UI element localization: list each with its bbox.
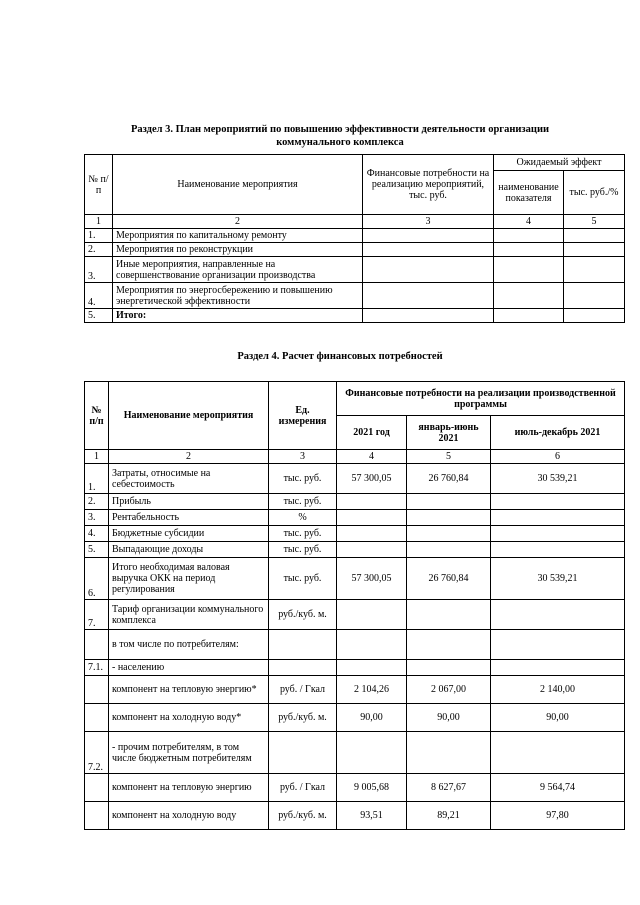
- row-h1: [407, 510, 491, 526]
- table-row: [85, 774, 625, 802]
- row-cell: [564, 243, 625, 257]
- finance-colnum: 5: [407, 450, 491, 464]
- row-unit: руб./куб. м.: [269, 600, 337, 630]
- row-name: Мероприятия по капитальному ремонту: [113, 229, 363, 243]
- row-num: 4.: [85, 283, 113, 309]
- row-unit: руб./куб. м.: [269, 802, 337, 830]
- row-year: [337, 660, 407, 676]
- row-h2: [491, 660, 625, 676]
- row-num: 6.: [85, 558, 109, 600]
- row-year: [337, 542, 407, 558]
- row-num: [85, 676, 109, 704]
- row-year: [337, 600, 407, 630]
- row-num: [85, 630, 109, 660]
- row-year: 93,51: [337, 802, 407, 830]
- finance-colnum: 2: [109, 450, 269, 464]
- row-h2: 97,80: [491, 802, 625, 830]
- measures-colnum-row: [85, 215, 625, 229]
- measures-header-value: тыс. руб./%: [564, 171, 625, 215]
- row-name: Выпадающие доходы: [109, 542, 269, 558]
- row-num: 3.: [85, 510, 109, 526]
- measures-colnum: 3: [363, 215, 494, 229]
- table-row: [85, 732, 625, 774]
- row-unit: руб. / Гкал: [269, 774, 337, 802]
- table-row: [85, 309, 625, 323]
- row-h1: 89,21: [407, 802, 491, 830]
- row-h2: 9 564,74: [491, 774, 625, 802]
- table-row: [85, 283, 625, 309]
- table-row: [85, 229, 625, 243]
- row-name: Иные мероприятия, направленные на совершенствование организации производства: [113, 257, 363, 283]
- table-row: [85, 558, 625, 600]
- row-h2: [491, 630, 625, 660]
- row-unit: %: [269, 510, 337, 526]
- row-num: [85, 802, 109, 830]
- row-cell: [564, 229, 625, 243]
- finance-header-row: [85, 382, 625, 416]
- measures-header-name: Наименование мероприятия: [113, 155, 363, 215]
- row-cell: [564, 283, 625, 309]
- finance-header-name: Наименование мероприятия: [109, 382, 269, 450]
- row-name: Мероприятия по реконструкции: [113, 243, 363, 257]
- table-row: [85, 630, 625, 660]
- row-year: 9 005,68: [337, 774, 407, 802]
- row-cell: [494, 243, 564, 257]
- row-name: в том числе по потребителям:: [109, 630, 269, 660]
- row-year: [337, 630, 407, 660]
- row-cell: [363, 283, 494, 309]
- row-h2: 30 539,21: [491, 558, 625, 600]
- row-name: компонент на холодную воду: [109, 802, 269, 830]
- table-row: [85, 676, 625, 704]
- row-num: 4.: [85, 526, 109, 542]
- finance-header-h2: июль-декабрь 2021: [491, 416, 625, 450]
- measures-colnum: 4: [494, 215, 564, 229]
- row-unit: тыс. руб.: [269, 464, 337, 494]
- row-h2: [491, 732, 625, 774]
- row-cell: [564, 257, 625, 283]
- row-name: Бюджетные субсидии: [109, 526, 269, 542]
- row-h1: 26 760,84: [407, 464, 491, 494]
- row-h1: [407, 660, 491, 676]
- measures-header-row: [85, 155, 625, 171]
- finance-header-unit: Ед. измерения: [269, 382, 337, 450]
- table-row: [85, 494, 625, 510]
- row-year: 90,00: [337, 704, 407, 732]
- row-name: компонент на холодную воду*: [109, 704, 269, 732]
- row-year: [337, 526, 407, 542]
- row-cell: [363, 257, 494, 283]
- row-year: 57 300,05: [337, 464, 407, 494]
- finance-colnum: 1: [85, 450, 109, 464]
- row-cell: [494, 309, 564, 323]
- row-h1: [407, 600, 491, 630]
- row-name: - прочим потребителям, в том числе бюджетным потребителям: [109, 732, 269, 774]
- measures-colnum: 2: [113, 215, 363, 229]
- finance-header-num: № п/п: [85, 382, 109, 450]
- row-name: Итого:: [113, 309, 363, 323]
- row-cell: [494, 283, 564, 309]
- row-name: Прибыль: [109, 494, 269, 510]
- row-h1: [407, 494, 491, 510]
- table-row: [85, 243, 625, 257]
- row-name: компонент на тепловую энергию*: [109, 676, 269, 704]
- measures-colnum: 5: [564, 215, 625, 229]
- row-h1: [407, 542, 491, 558]
- row-h2: 30 539,21: [491, 464, 625, 494]
- table-row: [85, 802, 625, 830]
- finance-header-h1: январь-июнь 2021: [407, 416, 491, 450]
- row-year: [337, 510, 407, 526]
- row-num: [85, 704, 109, 732]
- row-name: Итого необходимая валовая выручка ОКК на период регулирования: [109, 558, 269, 600]
- row-name: - населению: [109, 660, 269, 676]
- row-h2: [491, 494, 625, 510]
- row-cell: [363, 243, 494, 257]
- measures-table: [84, 154, 625, 323]
- measures-header-num: № п/п: [85, 155, 113, 215]
- measures-header-indicator: наименование показателя: [494, 171, 564, 215]
- table-row: [85, 600, 625, 630]
- section3-title-line2: коммунального комплекса: [276, 137, 404, 148]
- row-h2: [491, 526, 625, 542]
- table-row: [85, 704, 625, 732]
- section4-title: Раздел 4. Расчет финансовых потребностей: [237, 351, 443, 362]
- row-num: 5.: [85, 542, 109, 558]
- measures-colnum: 1: [85, 215, 113, 229]
- row-num: [85, 774, 109, 802]
- finance-colnum: 6: [491, 450, 625, 464]
- row-unit: [269, 660, 337, 676]
- table-row: [85, 660, 625, 676]
- row-h1: [407, 526, 491, 542]
- row-h2: 90,00: [491, 704, 625, 732]
- table-row: [85, 257, 625, 283]
- row-year: 2 104,26: [337, 676, 407, 704]
- row-h1: 2 067,00: [407, 676, 491, 704]
- measures-header-effect: Ожидаемый эффект: [494, 155, 625, 171]
- row-year: [337, 494, 407, 510]
- row-num: 3.: [85, 257, 113, 283]
- table-row: [85, 510, 625, 526]
- row-h2: [491, 510, 625, 526]
- measures-header-finance: Финансовые потребности на реализацию мероприятий, тыс. руб.: [363, 155, 494, 215]
- row-name: Тариф организации коммунального комплекса: [109, 600, 269, 630]
- row-num: 1.: [85, 229, 113, 243]
- row-unit: [269, 732, 337, 774]
- row-year: 57 300,05: [337, 558, 407, 600]
- row-num: 5.: [85, 309, 113, 323]
- row-year: [337, 732, 407, 774]
- row-cell: [363, 309, 494, 323]
- row-num: 7.: [85, 600, 109, 630]
- row-unit: [269, 630, 337, 660]
- row-unit: тыс. руб.: [269, 494, 337, 510]
- row-num: 7.2.: [85, 732, 109, 774]
- finance-colnum: 3: [269, 450, 337, 464]
- row-h2: [491, 600, 625, 630]
- row-num: 2.: [85, 243, 113, 257]
- row-unit: руб./куб. м.: [269, 704, 337, 732]
- row-name: компонент на тепловую энергию: [109, 774, 269, 802]
- row-unit: тыс. руб.: [269, 558, 337, 600]
- row-name: Мероприятия по энергосбережению и повышению энергетической эффективности: [113, 283, 363, 309]
- finance-colnum-row: [85, 450, 625, 464]
- table-row: [85, 464, 625, 494]
- finance-table: [84, 381, 625, 830]
- row-cell: [494, 229, 564, 243]
- row-h1: [407, 732, 491, 774]
- row-name: Рентабельность: [109, 510, 269, 526]
- table-row: [85, 542, 625, 558]
- finance-header-finance: Финансовые потребности на реализации производственной программы: [337, 382, 625, 416]
- row-num: 2.: [85, 494, 109, 510]
- row-unit: тыс. руб.: [269, 542, 337, 558]
- row-cell: [494, 257, 564, 283]
- row-h2: 2 140,00: [491, 676, 625, 704]
- row-unit: тыс. руб.: [269, 526, 337, 542]
- finance-colnum: 4: [337, 450, 407, 464]
- section3-title-line1: Раздел 3. План мероприятий по повышению эффективности деятельности организации: [130, 124, 550, 135]
- row-h2: [491, 542, 625, 558]
- table-row: [85, 526, 625, 542]
- row-h1: 8 627,67: [407, 774, 491, 802]
- row-h1: 26 760,84: [407, 558, 491, 600]
- finance-header-year: 2021 год: [337, 416, 407, 450]
- row-unit: руб. / Гкал: [269, 676, 337, 704]
- row-cell: [363, 229, 494, 243]
- row-num: 1.: [85, 464, 109, 494]
- row-h1: [407, 630, 491, 660]
- section3-title: [60, 123, 620, 149]
- row-num: 7.1.: [85, 660, 109, 676]
- row-name: Затраты, относимые на себестоимость: [109, 464, 269, 494]
- row-cell: [564, 309, 625, 323]
- row-h1: 90,00: [407, 704, 491, 732]
